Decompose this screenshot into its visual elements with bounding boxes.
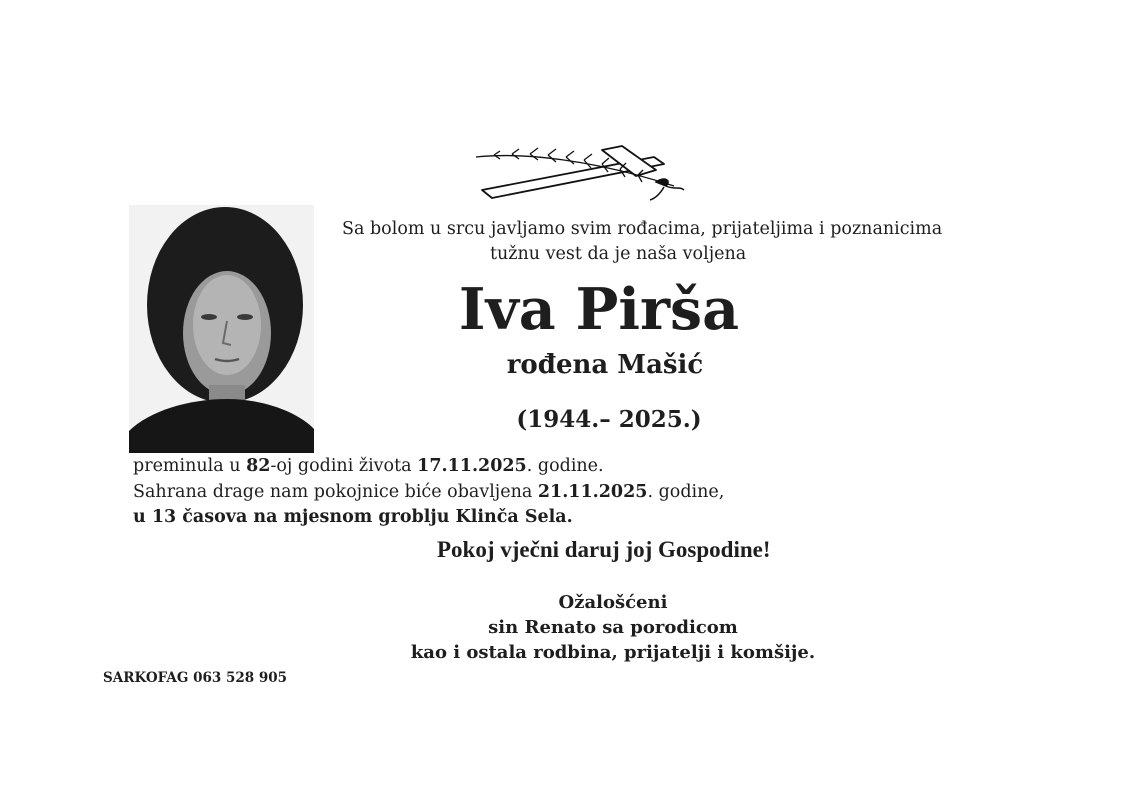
mourners-line-2: kao i ostala rodbina, prijatelji i komšije. <box>410 642 816 663</box>
intro-line-2: tužnu vest da je naša voljena <box>490 244 747 264</box>
footer-contact: SARKOFAG 063 528 905 <box>103 670 288 686</box>
death-age: 82 <box>246 456 271 476</box>
mourners-title: Ožalošćeni <box>558 592 668 613</box>
funeral-place-line: u 13 časova na mjesnom groblju Klinča Sela. <box>133 507 573 527</box>
death-line-prefix: preminula u <box>133 456 247 476</box>
death-age-suffix: -oj godini života <box>270 456 418 476</box>
funeral-date: 21.11.2025 <box>537 482 648 502</box>
maiden-name: rođena Mašić <box>506 350 704 380</box>
death-date: 17.11.2025 <box>417 456 527 476</box>
mourners-line-1: sin Renato sa porodicom <box>488 617 738 638</box>
death-line-suffix: . godine. <box>526 456 604 476</box>
funeral-line <box>133 482 724 502</box>
funeral-line-prefix: Sahrana drage nam pokojnice biće obavljena <box>133 482 538 502</box>
life-years: (1944.– 2025.) <box>516 406 702 433</box>
prayer-line: Pokoj vječni daruj joj Gospodine! <box>437 537 771 562</box>
deceased-name: Iva Pirša <box>458 276 740 343</box>
cross-with-palm-icon <box>474 142 686 204</box>
funeral-line-suffix: . godine, <box>647 482 725 502</box>
death-line <box>133 456 604 476</box>
intro-line-1: Sa bolom u srcu javljamo svim rođacima, prijateljima i poznanicima <box>342 219 943 239</box>
